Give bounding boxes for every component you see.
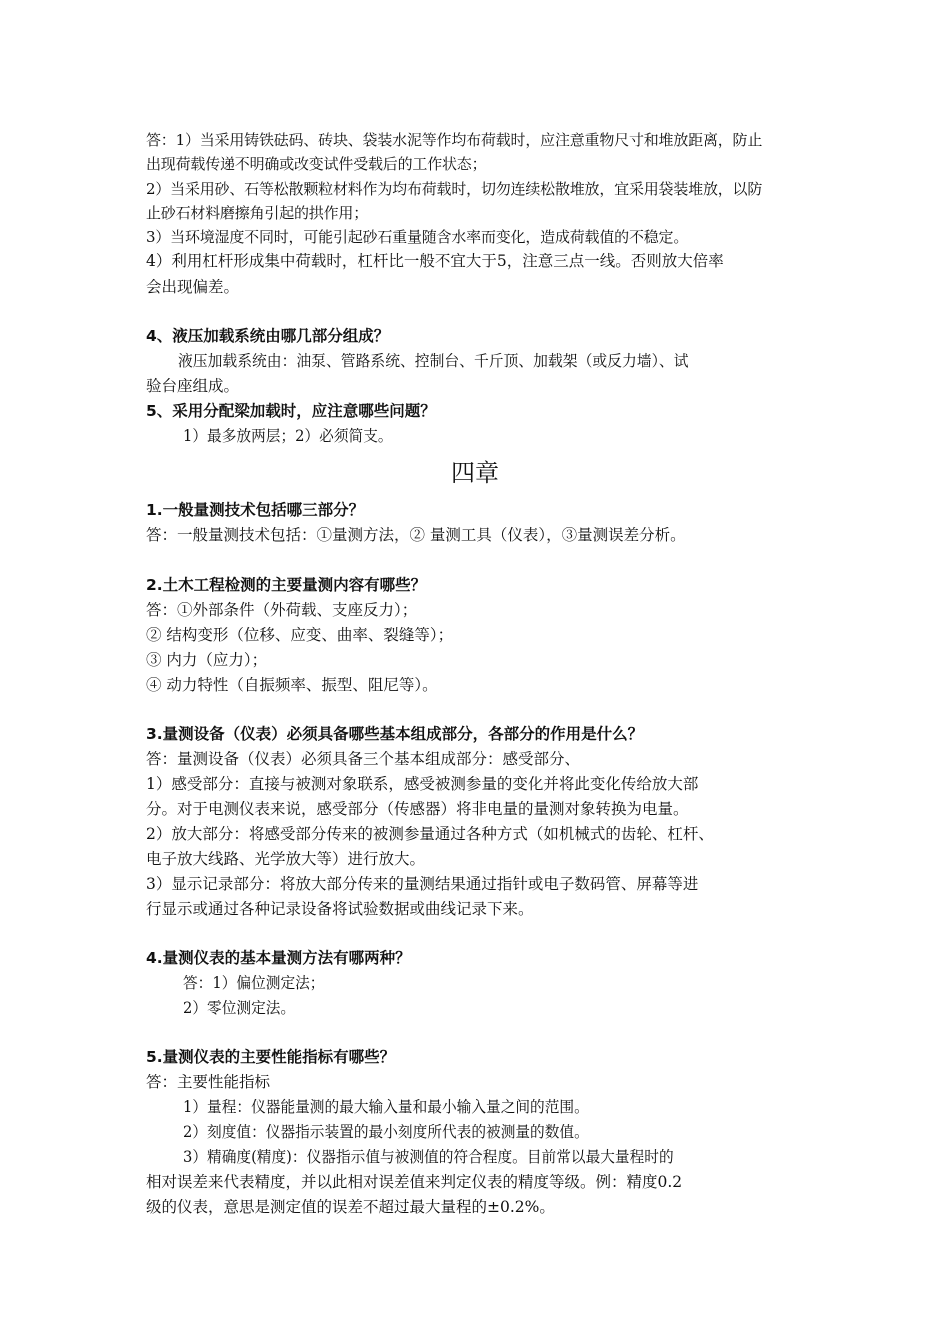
chapter4-q4-answer-line-1: 答：1）偏位测定法； [183,974,325,992]
chapter4-q5-answer-line-4: 3）精确度(精度)：仪器指示值与被测值的符合程度。目前常以最大量程时的 [183,1148,674,1166]
chapter4-q1-title: 1.一般量测技术包括哪三部分？ [146,501,365,519]
chapter4-q4-title: 4.量测仪表的基本量测方法有哪两种？ [146,949,411,967]
chapter4-q3-answer-line-3: 分。对于电测仪表来说，感受部分（传感器）将非电量的量测对象转换为电量。 [146,800,689,818]
question-4-title: 4、液压加载系统由哪几部分组成？ [146,327,390,345]
chapter4-q3-answer-line-1: 答：量测设备（仪表）必须具备三个基本组成部分：感受部分、 [146,750,581,768]
chapter4-q2-answer-line-2: ② 结构变形（位移、应变、曲率、裂缝等）； [146,626,454,644]
chapter4-q3-answer-line-5: 电子放大线路、光学放大等）进行放大。 [146,850,426,868]
chapter4-q5-answer-line-5: 相对误差来代表精度，并以此相对误差值来判定仪表的精度等级。例：精度0.2 [146,1173,683,1191]
chapter-title: 四章 [451,459,499,487]
question-4-answer-line-2: 验台座组成。 [146,377,240,395]
loading-answer-line-3: 2）当采用砂、石等松散颗粒材料作为均布荷载时，切勿连续松散堆放，宜采用袋装堆放，以防 [146,180,763,198]
chapter4-q5-answer-line-2: 1）量程：仪器能量测的最大输入量和最小输入量之间的范围。 [183,1098,589,1116]
loading-answer-line-7: 会出现偏差。 [146,278,240,296]
loading-answer-line-1: 答：1）当采用铸铁砝码、砖块、袋装水泥等作均布荷载时，应注意重物尺寸和堆放距离，防止 [146,131,763,149]
question-4-answer-line-1: 液压加载系统由：油泵、管路系统、控制台、千斤顶、加载架（或反力墙）、试 [178,352,689,370]
chapter4-q2-answer-line-3: ③ 内力（应力）； [146,651,268,669]
chapter4-q5-answer-line-1: 答：主要性能指标 [146,1073,271,1091]
chapter4-q1-answer: 答：一般量测技术包括：①量测方法，② 量测工具（仪表），③量测误差分析。 [146,526,686,544]
chapter4-q3-title: 3.量测设备（仪表）必须具备哪些基本组成部分，各部分的作用是什么？ [146,725,644,743]
chapter4-q2-answer-line-4: ④ 动力特性（自振频率、振型、阻尼等）。 [146,676,438,694]
loading-answer-line-2: 出现荷载传递不明确或改变试件受载后的工作状态； [146,155,487,173]
chapter4-q5-answer-line-6: 级的仪表，意思是测定值的误差不超过最大量程的±0.2%。 [146,1198,555,1216]
loading-answer-line-5: 3）当环境湿度不同时，可能引起砂石重量随含水率而变化，造成荷载值的不稳定。 [146,228,689,246]
chapter4-q3-answer-line-7: 行显示或通过各种记录设备将试验数据或曲线记录下来。 [146,900,534,918]
question-5-title: 5、采用分配梁加载时，应注意哪些问题？ [146,402,436,420]
loading-answer-line-4: 止砂石材料磨擦角引起的拱作用； [146,204,369,222]
chapter4-q3-answer-line-2: 1）感受部分：直接与被测对象联系，感受被测参量的变化并将此变化传给放大部 [146,775,699,793]
chapter4-q3-answer-line-4: 2）放大部分：将感受部分传来的被测参量通过各种方式（如机械式的齿轮、杠杆、 [146,825,714,843]
chapter4-q3-answer-line-6: 3）显示记录部分：将放大部分传来的量测结果通过指针或电子数码管、屏幕等进 [146,875,699,893]
chapter4-q5-answer-line-3: 2）刻度值：仪器指示装置的最小刻度所代表的被测量的数值。 [183,1123,589,1141]
question-5-answer: 1）最多放两层；2）必须简支。 [183,427,393,445]
chapter4-q4-answer-line-2: 2）零位测定法。 [183,999,296,1017]
loading-answer-line-6: 4）利用杠杆形成集中荷载时，杠杆比一般不宜大于5，注意三点一线。否则放大倍率 [146,252,724,270]
chapter4-q5-title: 5.量测仪表的主要性能指标有哪些？ [146,1048,396,1066]
chapter4-q2-answer-line-1: 答：①外部条件（外荷载、支座反力）； [146,601,418,619]
chapter4-q2-title: 2.土木工程检测的主要量测内容有哪些？ [146,576,427,594]
